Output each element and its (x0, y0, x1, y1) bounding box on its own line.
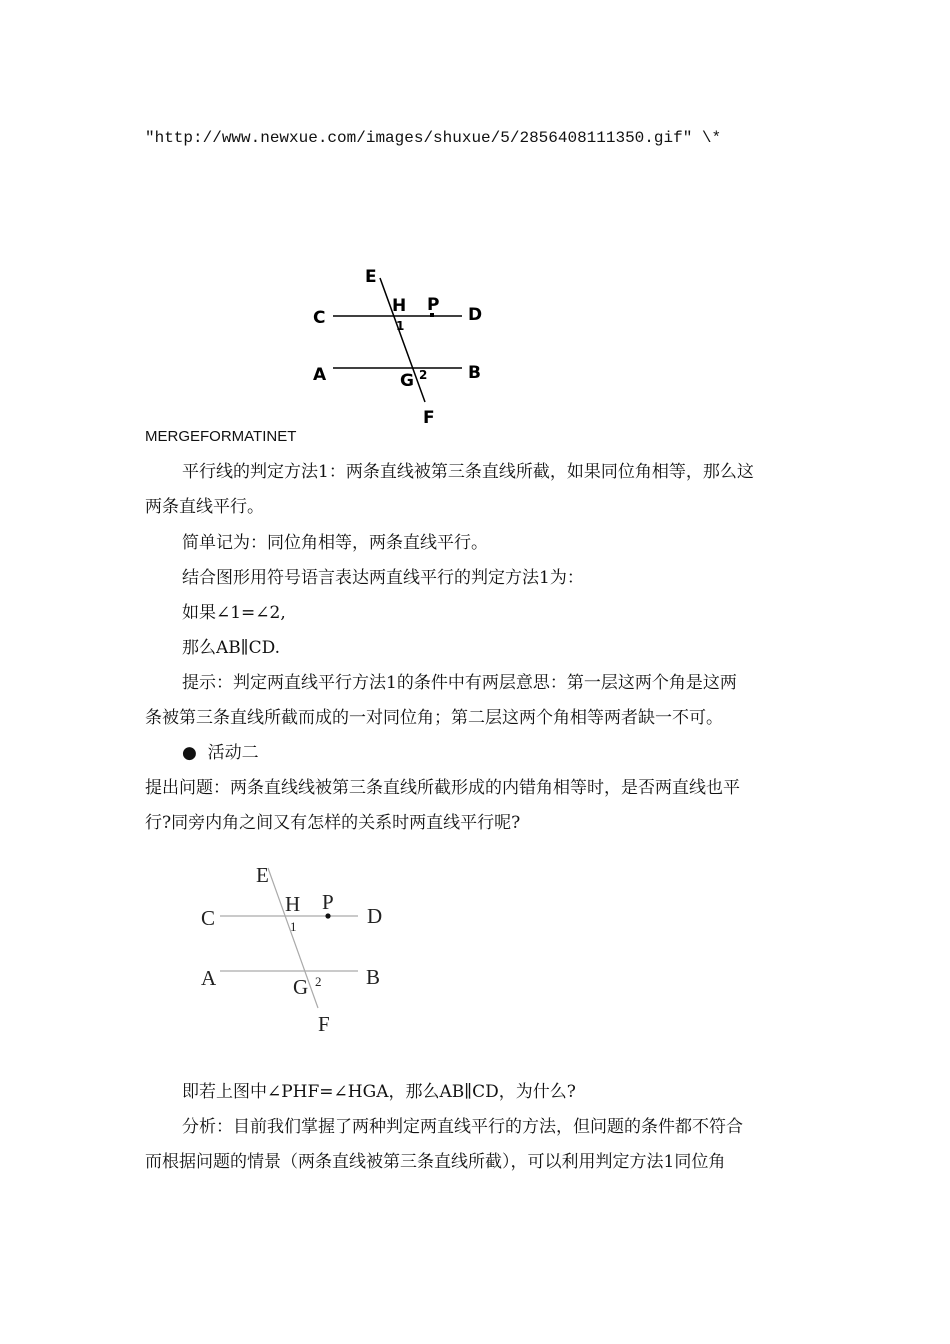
label-a: A (313, 365, 327, 385)
label-f: F (318, 1012, 330, 1036)
field-code-url: "http://www.newxue.com/images/shuxue/5/2856408111350.gif" \* (145, 129, 722, 147)
label-e: E (256, 863, 269, 887)
label-e: E (365, 267, 377, 287)
label-d: D (367, 904, 383, 928)
ie-line: 即若上图中∠PHF=∠HGA，那么AB∥CD，为什么? (182, 1082, 576, 1102)
label-p: P (322, 890, 334, 914)
bullet-icon: ● (182, 743, 197, 763)
hint-line2: 条被第三条直线所截而成的一对同位角；第二层这两个角相等两者缺一不可。 (145, 708, 723, 728)
question-line1: 提出问题：两条直线线被第三条直线所截形成的内错角相等时，是否两直线也平 (145, 778, 740, 798)
activity-title: 活动二 (207, 743, 259, 763)
label-g: G (293, 975, 309, 999)
label-b: B (366, 965, 381, 989)
figure-1-diagram (300, 262, 510, 430)
method1-line1: 平行线的判定方法1：两条直线被第三条直线所截，如果同位角相等，那么这 (182, 462, 754, 482)
hint-line1: 提示：判定两直线平行方法1的条件中有两层意思：第一层这两个角是这两 (182, 673, 737, 693)
label-c: C (313, 308, 326, 328)
label-angle-2: 2 (315, 974, 322, 989)
activity-heading (182, 743, 259, 763)
label-h: H (285, 892, 301, 916)
label-a: A (201, 966, 217, 990)
label-c: C (201, 906, 216, 930)
field-code-tail: MERGEFORMATINET (145, 428, 297, 445)
label-g: G (400, 371, 414, 391)
analysis-line1: 分析：目前我们掌握了两种判定两直线平行的方法，但问题的条件都不符合 (182, 1117, 743, 1137)
label-h: H (392, 296, 407, 316)
label-angle-2: 2 (419, 368, 428, 382)
then-clause: 那么AB∥CD. (182, 638, 281, 658)
short-form: 简单记为：同位角相等，两条直线平行。 (182, 533, 488, 553)
label-p: P (427, 295, 440, 315)
question-line2: 行?同旁内角之间又有怎样的关系时两直线平行呢? (145, 813, 521, 833)
label-angle-1: 1 (396, 319, 405, 333)
label-b: B (468, 363, 481, 383)
figure-2-diagram (190, 860, 400, 1038)
method1-line2: 两条直线平行。 (145, 497, 264, 517)
label-d: D (468, 305, 483, 325)
symbolic-intro: 结合图形用符号语言表达两直线平行的判定方法1为： (182, 568, 584, 588)
label-angle-1: 1 (290, 919, 297, 934)
if-clause: 如果∠1=∠2, (182, 603, 286, 623)
label-f: F (423, 408, 435, 428)
point-p (325, 913, 330, 918)
analysis-line2: 而根据问题的情景（两条直线被第三条直线所截），可以利用判定方法1同位角 (145, 1152, 726, 1172)
